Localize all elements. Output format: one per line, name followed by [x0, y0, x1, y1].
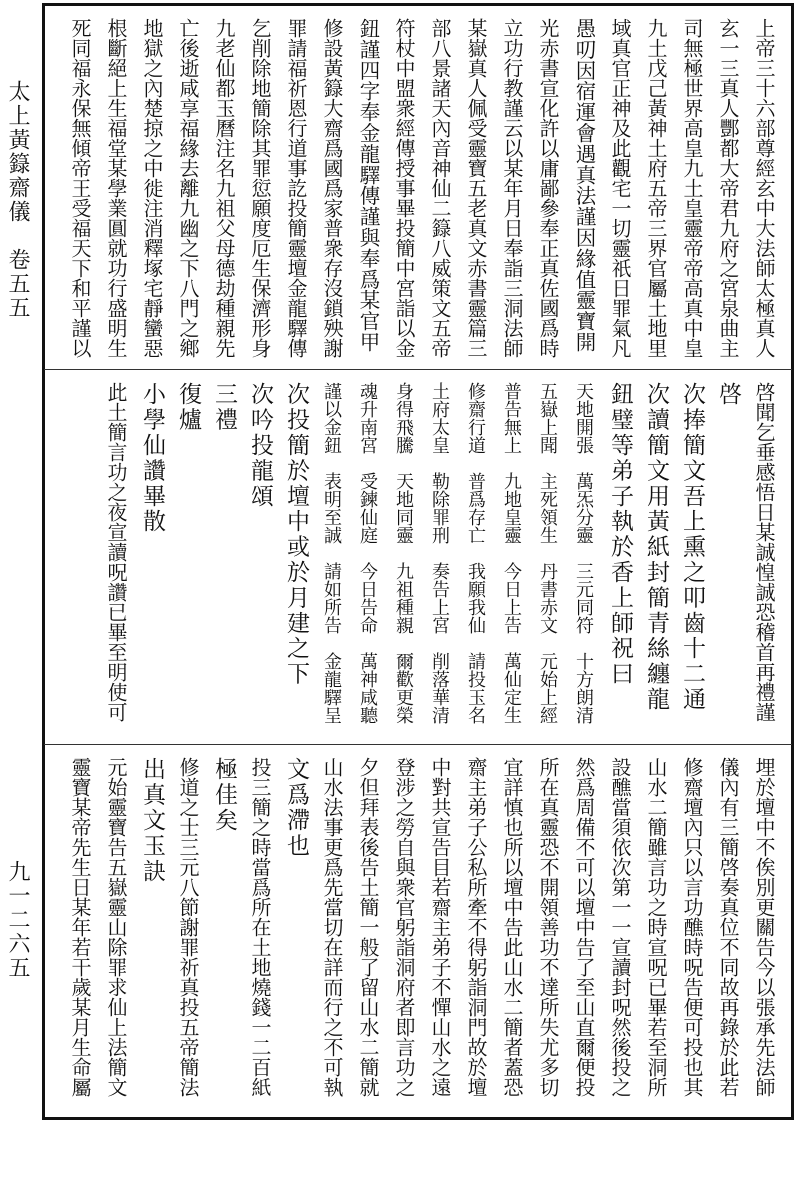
text-column: 小學仙讚畢散: [139, 382, 165, 535]
text-column: 宜詳慎也所以壇中告此山水二簡者蓋恐: [500, 757, 524, 1097]
text-column: 九土戊己黃神土府五帝三界官屬土地里: [644, 18, 668, 358]
text-column: 修設黃籙大齋爲國爲家普衆存沒鎖殃謝: [320, 18, 344, 358]
text-column: 司無極世界高皇九土皇靈帝帝高真中皇: [680, 18, 704, 358]
text-column: 九老仙都玉曆注名九祖父母德劫種親先: [212, 18, 236, 358]
text-column: 啓: [715, 382, 741, 408]
text-column: 五嶽上聞 主死領生 丹書赤文 元始上經: [537, 382, 558, 724]
text-column: 靈寶某帝先生日某年若干歲某月生命屬: [68, 757, 92, 1097]
text-column: 鈕璧等弟子執於香上師祝曰: [607, 382, 633, 687]
text-column: 玄一三真人酆都大帝君九府之宮泉曲主: [716, 18, 740, 358]
text-column: 修齋行道 普爲存亡 我願我仙 請投玉名: [465, 382, 486, 724]
text-column: 亡後逝咸享福緣去離九幽之下八門之鄉: [176, 18, 200, 358]
text-column: 立功行教謹云以某年月日奉詣三洞法師: [500, 18, 524, 358]
text-column: 所在真靈恐不開領善功不達所失尤多切: [536, 757, 560, 1097]
text-band-middle: [44, 369, 792, 739]
text-column: 投三簡之時當爲所在土地燒錢一二百紙: [248, 757, 272, 1097]
text-column: 根斷絕上生福堂某學業圓就功行盛明生: [104, 18, 128, 358]
text-column: 土府太皇 勒除罪刑 奏告上宮 削落華清: [429, 382, 450, 724]
text-column: 符杖中盟衆經傳授事畢投簡中宮詣以金: [392, 18, 416, 358]
text-column: 罪請福祈恩行道事訖投簡靈壇金龍驛傳: [284, 18, 308, 358]
text-column: 普告無上 九地皇靈 今日上告 萬仙定生: [501, 382, 522, 724]
text-column: 啓聞乞垂感悟日某誠惶誠恐稽首再禮謹: [752, 382, 776, 722]
text-column: 山水法事更爲先當切在詳而行之不可執: [320, 757, 344, 1097]
text-column: 元始靈寶告五嶽靈山除罪求仙上法簡文: [104, 757, 128, 1097]
text-column: 愚叨因宿運會遇真法謹因緣值靈寶開: [572, 18, 596, 353]
text-column: 部八景諸天內音神仙二籙八威策文五帝: [428, 18, 452, 358]
text-column: 修道之士三元八節謝罪祈真投五帝簡法: [176, 757, 200, 1097]
text-column: 謹以金鈕 表明至誠 請如所告 金龍驛呈: [321, 382, 342, 724]
text-column: 鈕謹四字奉金龍驛傳謹與奉爲某官甲: [356, 18, 380, 353]
text-column: 登涉之勞自與衆官躬詣洞府者即言功之: [392, 757, 416, 1097]
text-column: 光赤書宣化許以庸鄙參奉正真佐國爲時: [536, 18, 560, 358]
text-column: 死同福永保無傾帝王受福天下和平謹以: [68, 18, 92, 358]
text-band-upper: [44, 6, 792, 364]
margin-page-number: 九一二六五: [5, 860, 30, 980]
text-column: 文爲滯也: [283, 757, 309, 859]
text-column: 次讀簡文用黃紙封簡青絲纏龍: [643, 382, 669, 713]
text-column: 次投簡於壇中或於月建之下: [283, 382, 309, 687]
text-column: 山水二簡雖言功之時宣呪已畢若至洞所: [644, 757, 668, 1097]
text-column: 某嶽真人佩受靈寶五老真文赤書靈篇三: [464, 18, 488, 358]
text-column: 天地開張 萬炁分靈 三元同符 十方朗清: [573, 382, 594, 724]
text-column: 極佳矣: [211, 757, 237, 834]
text-column: 復爐: [175, 382, 201, 433]
text-column: 埋於壇中不俟別更關告今以張承先法師: [752, 757, 776, 1097]
text-band-lower: [44, 744, 792, 1116]
text-column: 設醮當須依次第一一宣讀封呪然後投之: [608, 757, 632, 1097]
text-column: 齋主弟子公私所牽不得躬詣洞門故於壇: [464, 757, 488, 1097]
text-column: 魂升南宮 受鍊仙庭 今日告命 萬神咸聽: [357, 382, 378, 724]
margin-book-title: 太上黃籙齋儀 卷五五: [5, 80, 30, 320]
text-column: 修齋壇內只以言功醮時呪告便可投也其: [680, 757, 704, 1097]
text-column: 次捧簡文吾上熏之叩齒十二通: [679, 382, 705, 713]
text-column: 出真文玉訣: [139, 757, 165, 884]
text-column: 然爲周備不可以壇中告了至山直爾便投: [572, 757, 596, 1097]
text-column: 地獄之內楚掠之中徙注消釋塚宅靜蠻惡: [140, 18, 164, 358]
text-column: 乞削除地簡除其罪愆願度厄生保濟形身: [248, 18, 272, 358]
text-column: 域真官正神及此觀宅一切靈祇日罪氣凡: [608, 18, 632, 358]
text-column: 儀內有三簡啓奏真位不同故再錄於此若: [716, 757, 740, 1097]
text-column: 此土簡言功之夜宣讀呪讚已畢至明使可: [104, 382, 128, 722]
text-column: 上帝三十六部尊經玄中大法師太極真人: [752, 18, 776, 358]
text-column: 次吟投龍頌: [247, 382, 273, 509]
text-column: 身得飛騰 天地同靈 九祖種親 爾歡更榮: [393, 382, 414, 724]
text-column: 中對共宣告目若齋主弟子不憚山水之遠: [428, 757, 452, 1097]
text-column: 夕但拜表後告土簡一般了留山水二簡就: [356, 757, 380, 1097]
text-column: 三禮: [211, 382, 237, 433]
